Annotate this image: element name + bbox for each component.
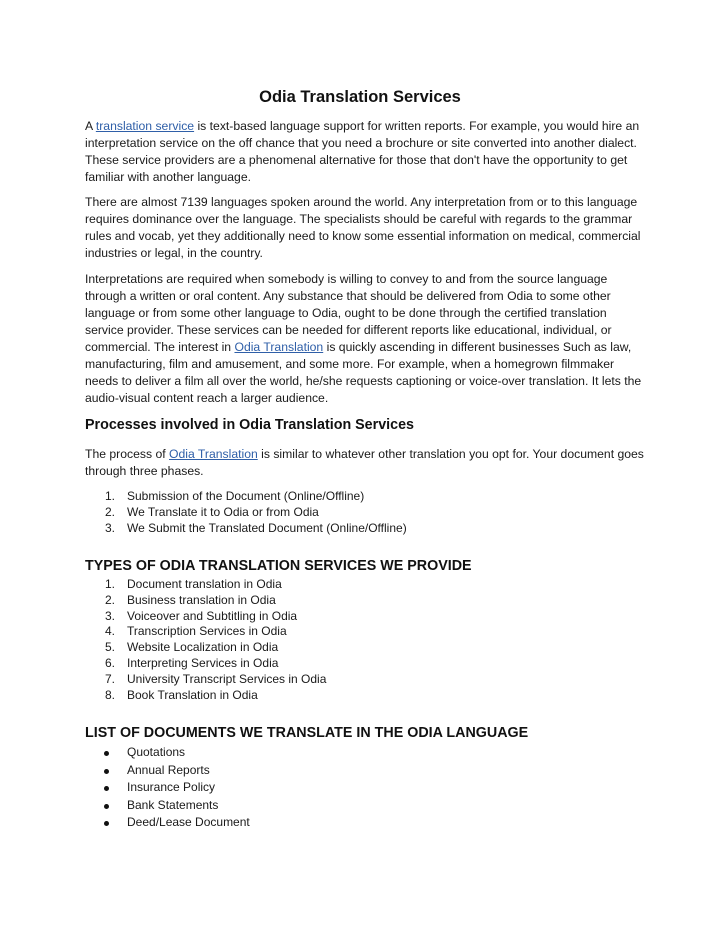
list-item [85, 744, 250, 762]
bullet-icon [104, 821, 109, 826]
list-item [85, 624, 326, 640]
service-types-list [85, 577, 326, 703]
intro-paragraph [85, 118, 645, 186]
page-title: Odia Translation Services [259, 88, 461, 106]
list-item [85, 577, 326, 593]
list-item [85, 762, 250, 780]
types-heading: TYPES OF ODIA TRANSLATION SERVICES WE PROVIDE [85, 558, 472, 574]
list-item-text: Business translation in Odia [127, 592, 276, 607]
list-item [85, 814, 250, 832]
interpretations-text-pre: Interpretations are required when somebody is willing to convey to and from the source language through a written or oral content. Any substance that should be delivered from Odia to some other language or from some other language to Odia, ought to be done through the certified translation service provider. These services can be needed for different reports like educational, individual, or commercial. The interest in [85, 272, 612, 354]
intro-text-pre: A [85, 119, 96, 133]
list-item-text: Website Localization in Odia [127, 640, 279, 655]
list-item [85, 640, 326, 656]
list-item [85, 656, 326, 672]
list-item-text: Transcription Services in Odia [127, 624, 287, 639]
list-item-text: Deed/Lease Document [127, 815, 250, 830]
odia-translation-link-2[interactable]: Odia Translation [169, 447, 258, 461]
processes-intro-post: is similar to whatever other translation you opt for. Your document goes through three phases. [85, 447, 644, 478]
list-item [85, 489, 407, 505]
intro-text-post: is text-based language support for written reports. For example, you would hire an interpretation service on the off chance that you need a brochure or site converted into another dialect. These service providers are a phenomenal alternative for those that don't have the opportunity to get familiar with another language. [85, 119, 640, 184]
list-number: 1. [105, 577, 116, 591]
bullet-icon [104, 786, 109, 791]
processes-heading: Processes involved in Odia Translation Services [85, 417, 414, 433]
list-number: 6. [105, 655, 116, 670]
list-item [85, 797, 250, 815]
list-item [85, 672, 326, 688]
interpretations-paragraph [85, 271, 645, 407]
list-item [85, 609, 326, 625]
list-item [85, 779, 250, 797]
list-number: 5. [105, 640, 116, 655]
list-number: 3. [105, 520, 116, 535]
translation-service-link[interactable]: translation service [95, 119, 195, 133]
documents-heading: LIST OF DOCUMENTS WE TRANSLATE IN THE ODIA LANGUAGE [85, 725, 529, 741]
list-item-text: We Submit the Translated Document (Online/Offline) [127, 520, 407, 535]
list-number: 2. [105, 504, 116, 519]
list-item [85, 688, 326, 704]
list-item-text: Voiceover and Subtitling in Odia [127, 608, 298, 623]
list-item-text: Document translation in Odia [127, 577, 282, 591]
list-item-text: Interpreting Services in Odia [127, 655, 279, 670]
list-number: 8. [105, 687, 116, 702]
list-number: 7. [105, 671, 116, 686]
interpretations-text-post: is quickly ascending in different businesses Such as law, manufacturing, film and amusement, and some more. For example, when a homegrown filmmaker needs to deliver a film all over the world, he/she requests captioning or voice-over translation. It lets the audio-visual content reach a larger audience. [85, 340, 642, 405]
list-item-text: Annual Reports [127, 762, 210, 777]
documents-list [85, 744, 250, 832]
odia-translation-link[interactable]: Odia Translation [234, 340, 324, 354]
list-item-text: Insurance Policy [127, 780, 216, 795]
list-item [85, 593, 326, 609]
list-item-text: Submission of the Document (Online/Offline) [127, 489, 365, 503]
list-number: 3. [105, 608, 116, 623]
list-item [85, 505, 407, 521]
bullet-icon [104, 751, 109, 756]
list-item-text: Quotations [127, 745, 186, 759]
process-steps-list [85, 489, 407, 536]
list-item-text: Bank Statements [127, 797, 219, 812]
bullet-icon [104, 769, 109, 774]
bullet-icon [104, 804, 109, 809]
languages-paragraph: There are almost 7139 languages spoken around the world. Any interpretation from or to this language requires dominance over the language. The specialists should be careful with regards to the grammar rules and vocab, yet they additionally need to know some essential information on medical, commercial industries or legal, in the country. [85, 195, 641, 260]
list-item-text: We Translate it to Odia or from Odia [127, 504, 319, 519]
list-number: 1. [105, 489, 116, 503]
list-item [85, 521, 407, 537]
list-item-text: Book Translation in Odia [127, 687, 258, 702]
processes-intro-pre: The process of [85, 447, 169, 461]
list-item-text: University Transcript Services in Odia [127, 671, 327, 686]
processes-intro [85, 446, 645, 480]
list-number: 4. [105, 624, 116, 639]
list-number: 2. [105, 592, 116, 607]
